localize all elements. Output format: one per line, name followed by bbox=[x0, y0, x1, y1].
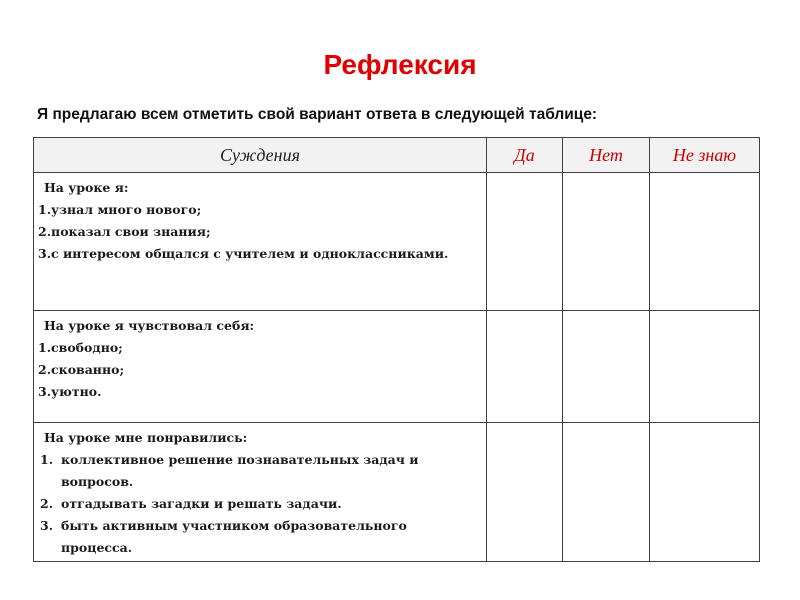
item-number: 3. bbox=[40, 518, 54, 533]
judgment-cell bbox=[34, 311, 487, 423]
judgment-intro: На уроке мне понравились: bbox=[44, 430, 248, 445]
answer-cell-no[interactable] bbox=[563, 311, 650, 423]
header-yes: Да bbox=[487, 138, 563, 173]
answer-cell-dont-know[interactable] bbox=[650, 311, 760, 423]
table-header-row bbox=[34, 138, 760, 173]
item-text: быть активным участником образовательного процесса. bbox=[61, 518, 407, 555]
instruction-text: Я предлагаю всем отметить свой вариант ответа в следующей таблице: bbox=[37, 106, 598, 123]
answer-cell-dont-know[interactable] bbox=[650, 423, 760, 562]
answer-cell-yes[interactable] bbox=[487, 423, 563, 562]
item-text: отгадывать загадки и решать задачи. bbox=[61, 496, 342, 511]
judgment-item: 1.свободно; bbox=[38, 340, 123, 355]
judgment-cell bbox=[34, 423, 487, 562]
judgment-item bbox=[38, 449, 482, 493]
answer-cell-yes[interactable] bbox=[487, 311, 563, 423]
answer-cell-no[interactable] bbox=[563, 173, 650, 311]
judgment-item: 3.уютно. bbox=[38, 384, 102, 399]
judgment-item: 2.показал свои знания; bbox=[38, 224, 211, 239]
judgment-item bbox=[38, 493, 482, 515]
item-number: 1. bbox=[40, 452, 54, 467]
reflection-table bbox=[33, 137, 760, 562]
table-row bbox=[34, 311, 760, 423]
answer-cell-no[interactable] bbox=[563, 423, 650, 562]
header-no: Нет bbox=[563, 138, 650, 173]
judgment-item: 2.скованно; bbox=[38, 362, 125, 377]
answer-cell-dont-know[interactable] bbox=[650, 173, 760, 311]
item-text: коллективное решение познавательных задач и вопросов. bbox=[61, 452, 419, 489]
table-row bbox=[34, 423, 760, 562]
item-number: 2. bbox=[40, 496, 54, 511]
slide-title: Рефлексия bbox=[323, 49, 477, 80]
judgment-item bbox=[38, 515, 482, 559]
header-dont-know: Не знаю bbox=[650, 138, 760, 173]
judgment-intro: На уроке я: bbox=[44, 180, 129, 195]
judgment-item: 1.узнал много нового; bbox=[38, 202, 202, 217]
answer-cell-yes[interactable] bbox=[487, 173, 563, 311]
judgment-cell bbox=[34, 173, 487, 311]
table-row bbox=[34, 173, 760, 311]
header-judgments: Суждения bbox=[34, 138, 487, 173]
judgment-item: 3.с интересом общался с учителем и одноклассниками. bbox=[38, 246, 449, 261]
judgment-intro: На уроке я чувствовал себя: bbox=[44, 318, 255, 333]
